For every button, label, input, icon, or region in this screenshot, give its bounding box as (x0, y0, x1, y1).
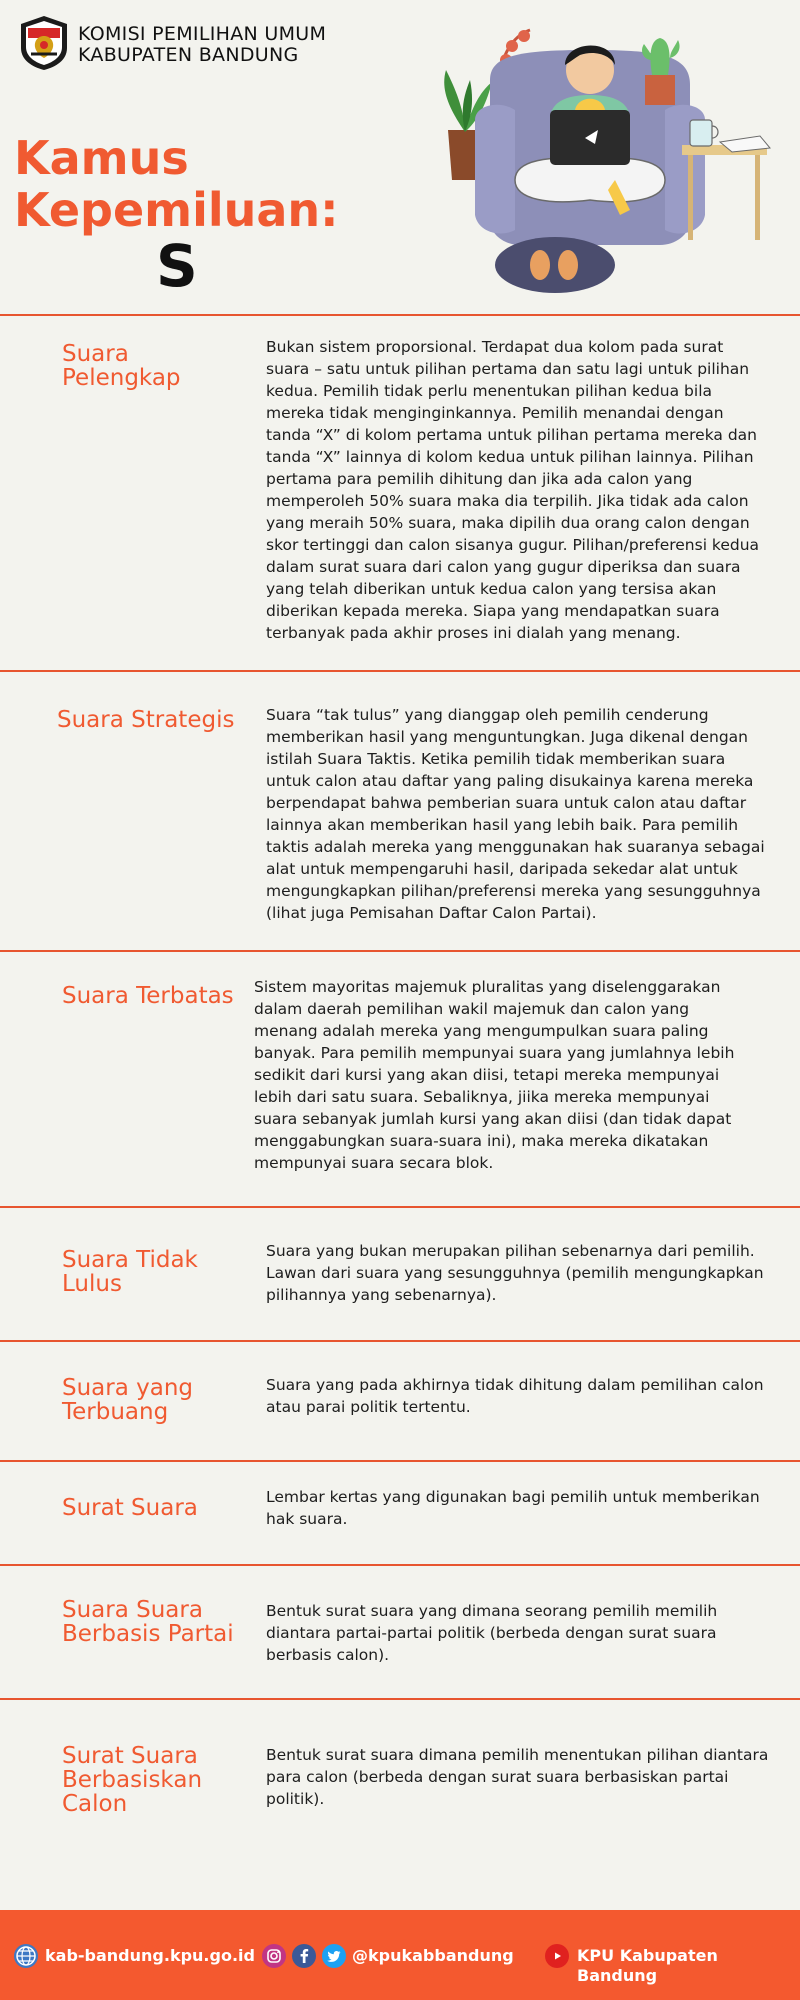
term-title: Suara Pelengkap (62, 341, 181, 391)
term-title: Surat Suara (62, 1495, 198, 1521)
social-handle-link[interactable]: @kpukabbandung (352, 1946, 514, 1965)
term-definition: Suara yang pada akhirnya tidak dihitung dalam pemilihan calon atau parai politik tertentu. (266, 1376, 764, 1416)
website-link[interactable]: kab-bandung.kpu.go.id (45, 1946, 255, 1965)
entry-suara-pelengkap (0, 314, 800, 672)
instagram-icon[interactable] (262, 1944, 286, 1968)
entry-surat-suara (0, 1460, 800, 1566)
entry-surat-suara-berbasiskan-calon (0, 1698, 800, 1912)
kpu-logo (18, 14, 70, 72)
term-definition: Bentuk surat suara dimana pemilih menentukan pilihan diantara para calon (berbeda dengan surat suara berbasiskan partai politik). (266, 1746, 769, 1808)
entry-suara-tidak-lulus (0, 1206, 800, 1342)
entry-suara-suara-berbasis-partai (0, 1564, 800, 1700)
globe-icon (14, 1944, 38, 1968)
page-footer (0, 1910, 800, 2000)
page-title (14, 132, 339, 236)
term-definition: Bentuk surat suara yang dimana seorang pemilih memilih diantara partai-partai politik (berbeda dengan surat suara berbasis calon). (266, 1602, 718, 1664)
glossary-letter: S (156, 232, 198, 300)
term-definition: Bukan sistem proporsional. Terdapat dua kolom pada surat suara – satu untuk pilihan pertama dan satu lagi untuk pilihan kedua. Pemilih tidak perlu menentukan pilihan kedua bila mereka tidak menginginkannya. Pemilih menandai dengan tanda “X” di kolom pertama untuk pilihan pertama mereka dan tanda “X” lainnya di kolom kedua untuk pilihan lainnya. Pilihan pertama para pemilih dihitung dan jika ada calon yang memperoleh 50% suara maka dia terpilih. Jika tidak ada calon yang meraih 50% suara, maka dipilih dua orang calon dengan skor tertinggi dan calon sisanya gugur. Pilihan/preferensi kedua dalam surat suara dari calon yang gugur diperiksa dan suara yang telah diberikan untuk kedua calon yang tersisa akan diberikan kepada mereka. Siapa yang mendapatkan suara terbanyak pada akhir proses ini dialah yang menang. (266, 338, 760, 642)
org-line-2: KABUPATEN BANDUNG (78, 44, 299, 66)
organization-name (78, 24, 326, 66)
term-title: Surat Suara Berbasiskan Calon (62, 1743, 203, 1817)
term-title: Suara yang Terbuang (62, 1375, 194, 1425)
term-title: Suara Suara Berbasis Partai (62, 1597, 234, 1647)
title-line-2: Kepemiluan: (14, 183, 339, 237)
title-line-1: Kamus (14, 131, 189, 185)
person-with-laptop-illustration (420, 10, 780, 300)
page-header (0, 0, 800, 318)
term-title: Suara Tidak Lulus (62, 1247, 198, 1297)
term-title: Suara Strategis (57, 707, 235, 733)
entry-suara-yang-terbuang (0, 1340, 800, 1462)
entry-suara-strategis (0, 670, 800, 952)
term-definition: Suara yang bukan merupakan pilihan sebenarnya dari pemilih. Lawan dari suara yang sesungguhnya (pemilih mengungkapkan pilihannya yang sebenarnya). (266, 1242, 764, 1304)
entry-suara-terbatas (0, 950, 800, 1208)
term-title: Suara Terbatas (62, 983, 234, 1009)
twitter-icon[interactable] (322, 1944, 346, 1968)
facebook-icon[interactable] (292, 1944, 316, 1968)
org-line-1: KOMISI PEMILIHAN UMUM (78, 23, 327, 45)
term-definition: Sistem mayoritas majemuk pluralitas yang diselenggarakan dalam daerah pemilihan wakil majemuk dan calon yang menang adalah mereka yang mengumpulkan suara paling banyak. Para pemilih mempunyai suara yang jumlahnya lebih sedikit dari kursi yang akan diisi, tetapi mereka mempunyai lebih dari satu suara. Sebaliknya, jiika mereka mempunyai suara sebanyak jumlah kursi yang akan diisi (dan tidak dapat menggabungkan suara-suara ini), maka mereka dikatakan mempunyai suara secara blok. (254, 978, 735, 1172)
term-definition: Suara “tak tulus” yang dianggap oleh pemilih cenderung memberikan hasil yang menguntungkan. Juga dikenal dengan istilah Suara Taktis. Ketika pemilih tidak memberikan suara untuk calon atau daftar yang paling disukainya karena mereka berpendapat bahwa pemberian suara untuk calon atau daftar lainnya akan memberikan hasil yang lebih baik. Para pemilih taktis adalah mereka yang menggunakan hak suaranya sebagai alat untuk mempengaruhi hasil, daripada sekedar alat untuk mengungkapkan pilihan/preferensi mereka yang sesungguhnya (lihat juga Pemisahan Daftar Calon Partai). (266, 706, 765, 922)
youtube-icon[interactable] (545, 1944, 569, 1968)
term-definition: Lembar kertas yang digunakan bagi pemilih untuk memberikan hak suara. (266, 1488, 760, 1528)
youtube-channel-link[interactable]: KPU Kabupaten Bandung (577, 1946, 718, 1985)
